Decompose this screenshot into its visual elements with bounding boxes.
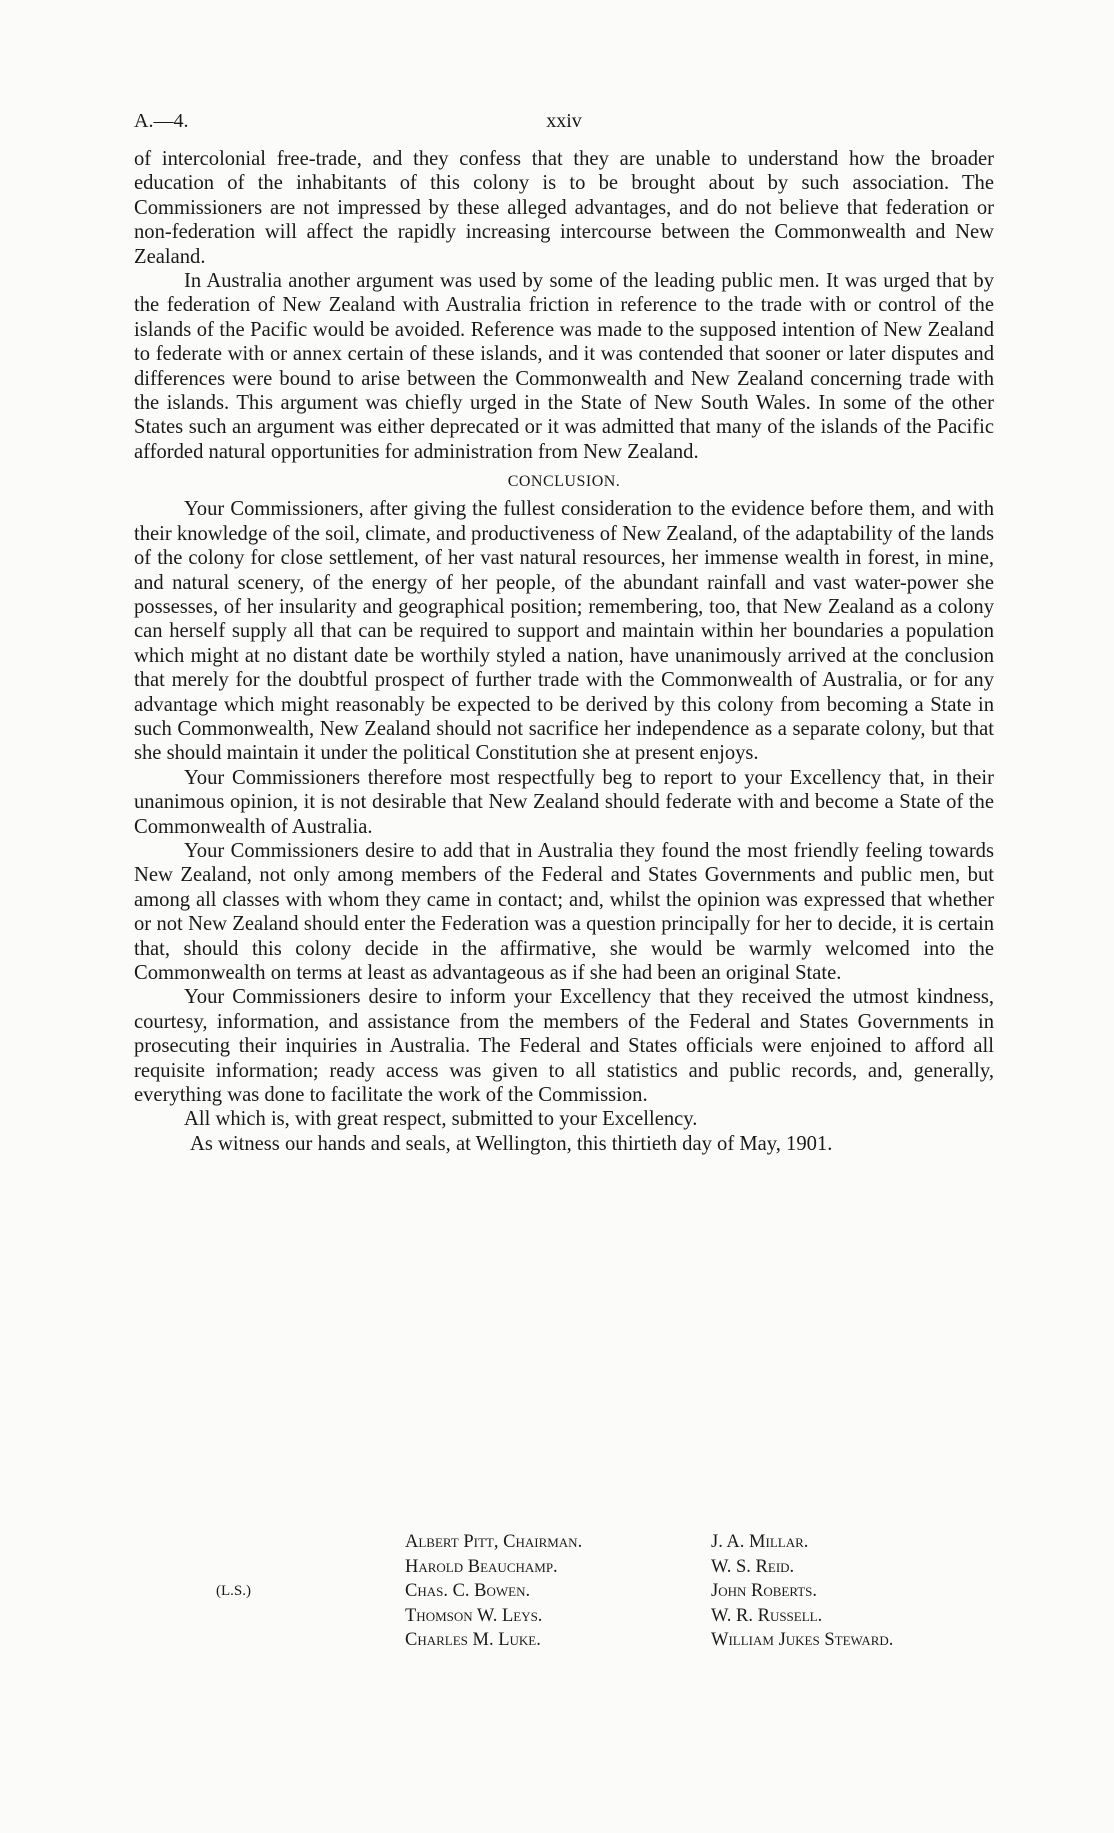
signatory: Thomson W. Leys. [405,1605,543,1626]
witness-line: As witness our hands and seals, at Wellington, this thirtieth day of May, 1901. [190,1132,833,1155]
signature-block [134,1530,994,1660]
conclusion-paragraph: Your Commissioners, after giving the fullest consideration to the evidence before them, and with their knowledge of the soil, climate, and productiveness of New Zealand, of the adaptability of the lands of the colony for close settlement, of her vast natural resources, her immense wealth in forest, in mine, and natural scenery, of the energy of her people, of the abundant rainfall and vast water-power she possesses, of her insularity and geographical position; remembering, too, that New Zealand as a colony can herself supply all that can be required to support and maintain within her boundaries a population which might at no distant date be worthily styled a nation, have unanimously arrived at the conclusion that merely for the doubtful prospect of further trade with the Commonwealth of Australia, or for any advantage which might reasonably be expected to be derived by this colony from becoming a State in such Commonwealth, New Zealand should not sacrifice her independence as a separate colony, but that she should maintain it under the political Constitution she at present enjoys. [134,498,994,765]
signatory: William Jukes Steward. [711,1630,894,1651]
signatures-left-column [405,1530,582,1653]
page-number: xxiv [546,110,582,132]
signatory: J. A. Millar. [711,1532,809,1552]
signatures-right-column [711,1530,893,1653]
paragraph-pacific-argument: In Australia another argument was used by some of the leading public men. It was urged that by the federation of New Zealand with Australia friction in reference to the trade with or control of the islands of the Pacific would be avoided. Reference was made to the supposed intention of New Zealand to federate with or annex certain of these islands, and it was contended that sooner or later disputes and differences were bound to arise between the Commonwealth and New Zealand concerning trade with the islands. This argument was chiefly urged in the State of New South Wales. In some of the other States such an argument was either deprecated or it was admitted that many of the islands of the Pacific afforded natural opportunities for administration from New Zealand. [134,270,994,463]
conclusion-paragraph: Your Commissioners desire to add that in Australia they found the most friendly feeling towards New Zealand, not only among members of the Federal and States Governments and public men, but among all classes with whom they came in contact; and, whilst the opinion was expressed that whether or not New Zealand should enter the Federation was a question principally for her to decide, it is certain that, should this colony decide in the affirmative, she would be warmly welcomed into the Commonwealth on terms at least as advantageous as if she had been an original State. [134,839,994,984]
seal-mark: (L.S.) [216,1583,251,1599]
page-header [134,110,994,136]
paragraph-continued: of intercolonial free-trade, and they confess that they are unable to understand how the broader education of the inhabitants of this colony is to be brought about by such association. The Commissioners are not impressed by these alleged advantages, and do not believe that federation or non-federation will affect the rapidly increasing intercourse between the Commonwealth and New Zealand. [134,148,994,268]
conclusion-paragraph: Your Commissioners desire to inform your Excellency that they received the utmost kindness, courtesy, information, and assistance from the members of the Federal and States Governments in prosecuting their inquiries in Australia. The Federal and States officials were enjoined to afford all requisite information; ready access was given to all statistics and public records, and, generally, everything was done to facilitate the work of the Commission. [134,986,994,1107]
body-text [134,147,994,1156]
document-reference: A.—4. [134,110,189,132]
signatory: Charles M. Luke. [405,1630,541,1651]
conclusion-paragraph: Your Commissioners therefore most respectfully beg to report to your Excellency that, in their unanimous opinion, it is not desirable that New Zealand should federate with and become a State of the Commonwealth of Australia. [134,766,994,838]
submission-line: All which is, with great respect, submitted to your Excellency. [184,1108,698,1131]
signatory: W. R. Russell. [711,1605,823,1626]
signatory: Harold Beauchamp. [405,1556,558,1577]
signatory: W. S. Reid. [711,1556,795,1577]
signatory: Chas. C. Bowen. [405,1581,531,1602]
signatory: Albert Pitt, Chairman. [405,1532,583,1552]
conclusion-heading: CONCLUSION. [507,473,621,491]
signatory: John Roberts. [711,1581,818,1602]
